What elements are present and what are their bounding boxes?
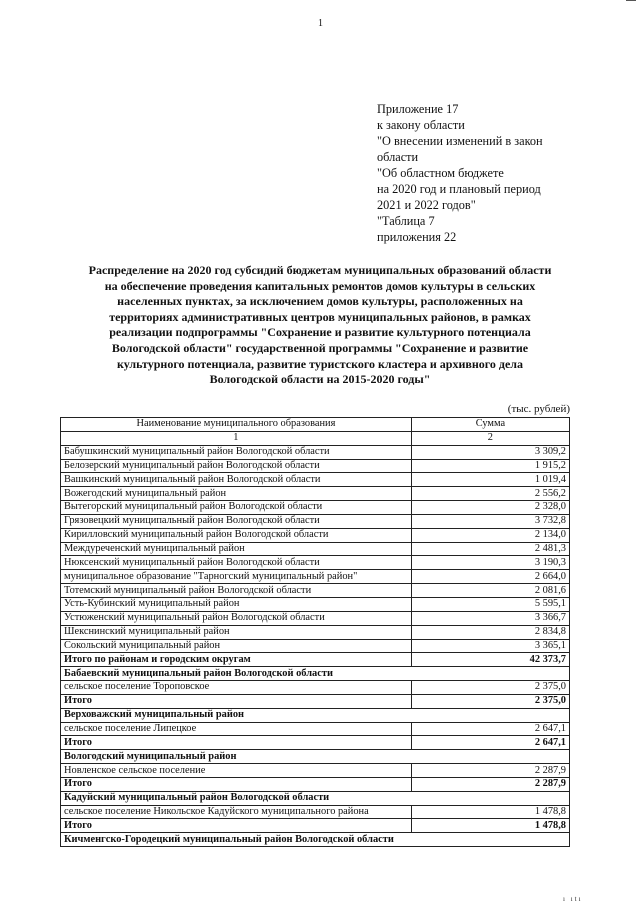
municipality-name-cell: сельское поселение Никольское Кадуйского муниципального района [61,805,412,819]
amount-cell: 2 081,6 [411,584,569,598]
amount-cell: 3 366,7 [411,611,569,625]
table-row [61,764,570,778]
table-row [61,570,570,584]
title-line: культурного потенциала, развитие туристского кластера и архивного дела [116,356,524,371]
table-section-row [61,791,570,805]
table-row [61,556,570,570]
amount-cell: 2 328,0 [411,501,569,515]
amount-cell: 42 373,7 [411,653,569,667]
table-row [61,805,570,819]
section-name-cell: Верховажский муниципальный район [61,708,570,722]
table-row [61,681,570,695]
title-line: Вологодской области на 2015-2020 годы" [209,372,431,387]
table-total-row [61,777,570,791]
subsidy-table [60,417,570,847]
table-header-row [61,418,570,432]
municipality-name-cell: Итого [61,777,412,791]
municipality-name-cell: Белозерский муниципальный район Вологодской области [61,459,412,473]
table-row [61,625,570,639]
appendix-reference [377,101,587,245]
appendix-line: "Таблица 7 [377,214,435,228]
municipality-name-cell: Усть-Кубинский муниципальный район [61,597,412,611]
table-row [61,445,570,459]
column-header-sum: Сумма [411,418,569,432]
table-row [61,722,570,736]
corner-mark: ı ıtı [563,895,583,903]
amount-cell: 3 732,8 [411,514,569,528]
table-row [61,639,570,653]
municipality-name-cell: Итого [61,694,412,708]
amount-cell: 1 478,8 [411,805,569,819]
table-column-number-row [61,431,570,445]
municipality-name-cell: Новленское сельское поселение [61,764,412,778]
amount-cell: 2 556,2 [411,487,569,501]
amount-cell: 2 287,9 [411,777,569,791]
amount-cell: 2 134,0 [411,528,569,542]
appendix-line: области [377,150,419,164]
municipality-name-cell: Грязовецкий муниципальный район Вологодской области [61,514,412,528]
amount-cell: 3 190,3 [411,556,569,570]
appendix-line: на 2020 год и плановый период [377,182,541,196]
corner-scan-mark [626,0,636,3]
table-total-row [61,694,570,708]
table-row [61,528,570,542]
municipality-name-cell: Итого [61,819,412,833]
appendix-line: 2021 и 2022 годов" [377,198,476,212]
appendix-line: приложения 22 [377,230,457,244]
amount-cell: 2 287,9 [411,764,569,778]
appendix-line: "Об областном бюджете [377,166,504,180]
table-total-row [61,653,570,667]
document-title [55,263,585,388]
municipality-name-cell: Сокольский муниципальный район [61,639,412,653]
amount-cell: 2 647,1 [411,736,569,750]
municipality-name-cell: Итого по районам и городским округам [61,653,412,667]
section-name-cell: Кадуйский муниципальный район Вологодской области [61,791,570,805]
municipality-name-cell: Итого [61,736,412,750]
table-row [61,542,570,556]
table-section-row [61,708,570,722]
municipality-name-cell: Бабушкинский муниципальный район Вологодской области [61,445,412,459]
amount-cell: 3 365,1 [411,639,569,653]
table-row [61,473,570,487]
page-number: 1 [318,18,323,29]
amount-cell: 2 834,8 [411,625,569,639]
table-section-row [61,833,570,847]
municipality-name-cell: сельское поселение Тороповское [61,681,412,695]
section-name-cell: Бабаевский муниципальный район Вологодской области [61,667,570,681]
municipality-name-cell: муниципальное образование "Тарногский муниципальный район" [61,570,412,584]
municipality-name-cell: Шекснинский муниципальный район [61,625,412,639]
table-total-row [61,736,570,750]
title-line: территориях административных центров муниципальных районов, в рамках [109,309,531,324]
title-line: Вологодской области" государственной программы "Сохранение и развитие [111,340,529,355]
column-number-name: 1 [61,431,412,445]
table-row [61,611,570,625]
section-name-cell: Кичменгско-Городецкий муниципальный район Вологодской области [61,833,570,847]
amount-cell: 2 375,0 [411,694,569,708]
municipality-name-cell: Тотемский муниципальный район Вологодской области [61,584,412,598]
amount-cell: 2 647,1 [411,722,569,736]
title-line: населенных пунктах, за исключением домов культуры, расположенных на [117,294,523,309]
municipality-name-cell: сельское поселение Липецкое [61,722,412,736]
column-number-sum: 2 [411,431,569,445]
appendix-line: Приложение 17 [377,102,459,116]
municipality-name-cell: Устюженский муниципальный район Вологодской области [61,611,412,625]
title-line: на обеспечение проведения капитальных ремонтов домов культуры в сельских [104,278,536,293]
amount-cell: 1 915,2 [411,459,569,473]
table-body [61,445,570,846]
amount-cell: 2 664,0 [411,570,569,584]
amount-cell: 3 309,2 [411,445,569,459]
municipality-name-cell: Междуреченский муниципальный район [61,542,412,556]
table-row [61,514,570,528]
amount-cell: 1 478,8 [411,819,569,833]
title-line: реализации подпрограммы "Сохранение и развитие культурного потенциала [109,325,531,340]
units-label: (тыс. рублей) [507,403,570,415]
column-header-name: Наименование муниципального образования [61,418,412,432]
section-name-cell: Вологодский муниципальный район [61,750,570,764]
appendix-line: к закону области [377,118,465,132]
table-row [61,597,570,611]
table-row [61,501,570,515]
municipality-name-cell: Вытегорский муниципальный район Вологодской области [61,501,412,515]
table-section-row [61,750,570,764]
table-row [61,459,570,473]
table-total-row [61,819,570,833]
amount-cell: 2 481,3 [411,542,569,556]
municipality-name-cell: Вашкинский муниципальный район Вологодской области [61,473,412,487]
title-line: Распределение на 2020 год субсидий бюджетам муниципальных образований области [88,263,552,277]
amount-cell: 1 019,4 [411,473,569,487]
municipality-name-cell: Вожегодский муниципальный район [61,487,412,501]
table-section-row [61,667,570,681]
appendix-line: "О внесении изменений в закон [377,134,543,148]
table-row [61,584,570,598]
municipality-name-cell: Нюксенский муниципальный район Вологодской области [61,556,412,570]
amount-cell: 2 375,0 [411,681,569,695]
table-row [61,487,570,501]
municipality-name-cell: Кирилловский муниципальный район Вологодской области [61,528,412,542]
amount-cell: 5 595,1 [411,597,569,611]
